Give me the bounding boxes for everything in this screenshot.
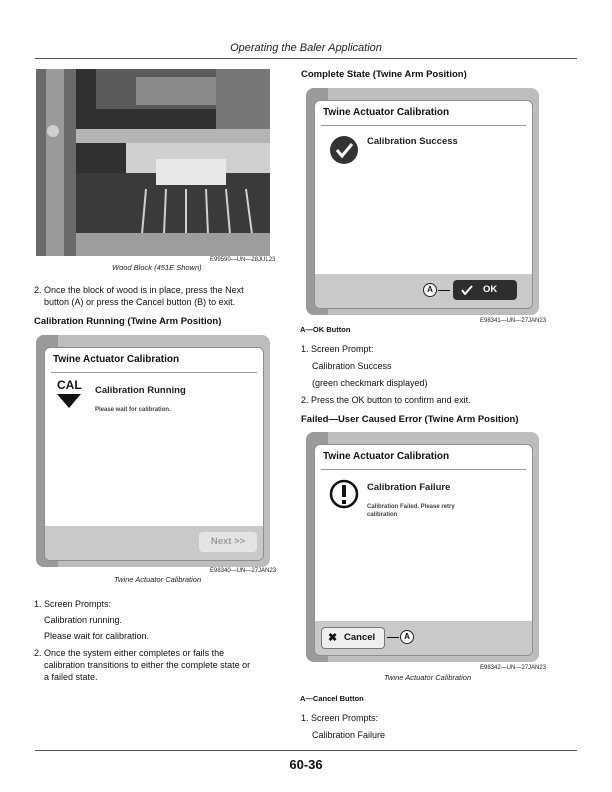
step-1-screen-prompts <box>34 598 284 610</box>
step-text-line2: calibration transitions to either the complete state or <box>44 660 251 670</box>
running-caption: Twine Actuator Calibration <box>114 575 202 584</box>
alert-icon <box>329 479 359 509</box>
calibration-running-screen <box>36 335 270 567</box>
step-text: Screen Prompt: <box>311 344 374 354</box>
complete-step-1 <box>301 343 561 355</box>
dialog-divider <box>321 125 526 126</box>
dialog-main-text: Calibration Running <box>95 385 186 396</box>
step-text-line3: a failed state. <box>44 672 98 682</box>
step-2-transition <box>34 647 284 683</box>
step-text-line2: button (A) or press the Cancel button (B) to exit. <box>44 297 236 307</box>
complete-step-2 <box>301 394 561 406</box>
heading-calibration-running: Calibration Running (Twine Arm Position) <box>34 316 222 327</box>
callout-a: A <box>400 630 414 644</box>
page-header: Operating the Baler Application <box>230 42 382 54</box>
callout-a: A <box>423 283 437 297</box>
photo-code: E99590—UN—28JUL23 <box>210 257 276 263</box>
step-text: Screen Prompts: <box>44 599 112 609</box>
checkmark-icon <box>329 135 359 165</box>
dialog-sub-text-line1: Calibration Failed. Please retry <box>367 504 455 510</box>
cancel-button-label-key: A—Cancel Button <box>300 694 364 703</box>
page-number: 60-36 <box>289 757 323 772</box>
calibration-complete-dialog <box>314 100 533 309</box>
dialog-title: Twine Actuator Calibration <box>323 107 450 118</box>
dialog-title: Twine Actuator Calibration <box>53 354 180 365</box>
dialog-footer <box>315 621 532 655</box>
dialog-divider <box>321 469 526 470</box>
prompt-line-success: Calibration Success <box>312 361 392 371</box>
failed-code: E98342—UN—27JAN23 <box>480 665 547 671</box>
failed-caption: Twine Actuator Calibration <box>384 673 472 682</box>
running-code: E98340—UN—27JAN23 <box>210 568 277 574</box>
dialog-sub-text-line2: calibration <box>367 512 398 518</box>
step-text-line1: Once the block of wood is in place, press the Next <box>44 285 244 295</box>
header-rule <box>35 58 577 59</box>
step-text-line1: Once the system either completes or fails the <box>44 648 225 658</box>
prompt-line-failure: Calibration Failure <box>312 730 386 740</box>
dialog-sub-text: Please wait for calibration. <box>95 407 171 413</box>
dialog-footer <box>45 526 263 560</box>
step-number: 2. <box>301 395 309 405</box>
photo-caption: Wood Block (451E Shown) <box>112 263 202 272</box>
calibration-failed-dialog <box>314 444 533 656</box>
ok-button[interactable] <box>453 280 517 300</box>
dialog-main-text: Calibration Failure <box>367 482 451 493</box>
prompt-line-green-check: (green checkmark displayed) <box>312 378 428 388</box>
next-button[interactable]: Next >> <box>199 532 257 552</box>
dialog-footer <box>315 274 532 308</box>
calibration-running-dialog <box>44 347 264 561</box>
step-text: Press the OK button to confirm and exit. <box>311 395 471 405</box>
cancel-button[interactable] <box>321 627 385 649</box>
heading-complete-state: Complete State (Twine Arm Position) <box>301 69 467 80</box>
prompt-line-wait: Please wait for calibration. <box>44 631 150 641</box>
step-number: 1. <box>301 344 309 354</box>
step-number: 2. <box>34 285 42 295</box>
ok-button-label: OK <box>483 284 498 295</box>
ok-button-label-key: A—OK Button <box>300 325 351 334</box>
complete-code: E98341—UN—27JAN23 <box>480 318 547 324</box>
dialog-divider <box>51 372 257 373</box>
cancel-button-label: Cancel <box>344 632 376 643</box>
failed-step-1 <box>301 712 561 724</box>
dialog-title: Twine Actuator Calibration <box>323 451 450 462</box>
step-2-next-cancel <box>34 284 284 308</box>
calibration-failed-screen <box>306 432 539 662</box>
footer-rule <box>35 750 577 751</box>
callout-arrow <box>438 290 450 291</box>
check-icon <box>461 285 473 295</box>
cal-label: CAL <box>57 378 82 392</box>
step-number: 1. <box>34 599 42 609</box>
wood-block-photo <box>36 69 270 256</box>
close-icon: ✖ <box>328 632 338 644</box>
cal-arrow-icon <box>57 394 81 410</box>
dialog-main-text: Calibration Success <box>367 136 458 147</box>
prompt-line-running: Calibration running. <box>44 615 123 625</box>
heading-failed-user-error: Failed—User Caused Error (Twine Arm Position) <box>301 414 519 425</box>
callout-arrow <box>387 637 399 638</box>
calibration-complete-screen <box>306 88 539 315</box>
step-number: 2. <box>34 648 42 658</box>
step-text: Screen Prompts: <box>311 713 379 723</box>
step-number: 1. <box>301 713 309 723</box>
